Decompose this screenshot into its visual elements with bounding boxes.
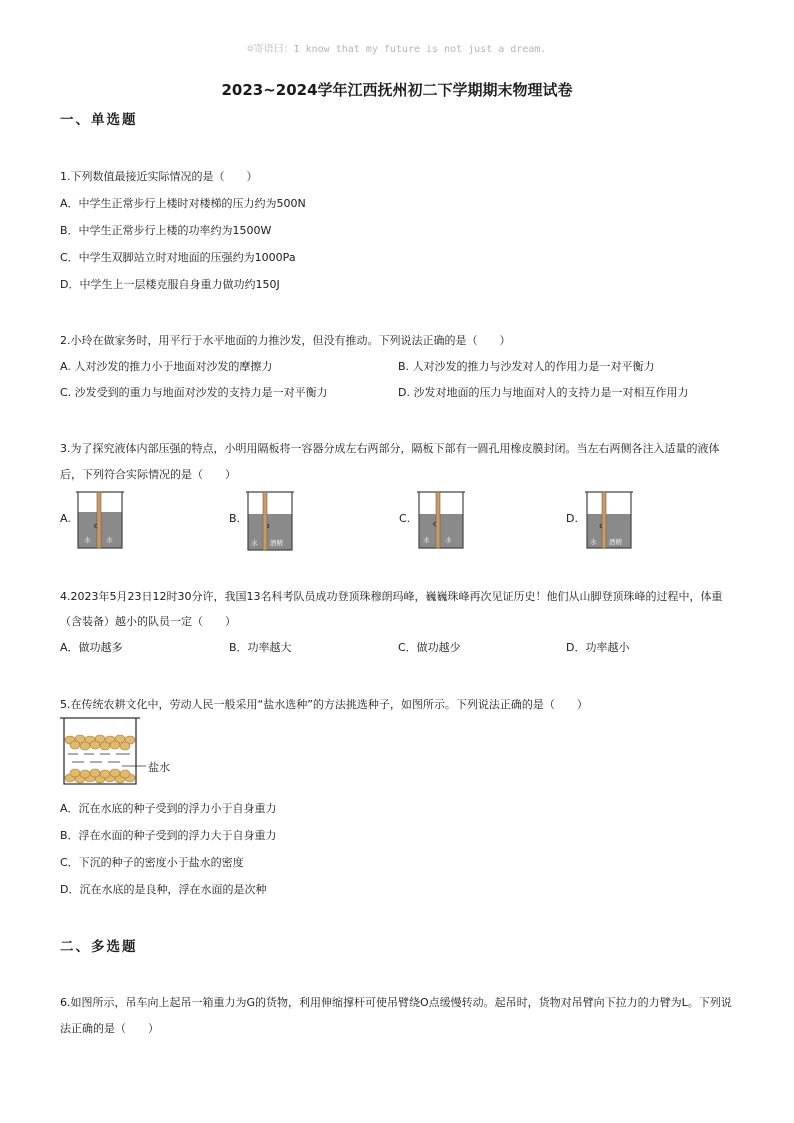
question-5-option-a: A．沉在水底的种子受到的浮力小于自身重力 [60, 802, 277, 815]
watermark: ☺寄语曰：I know that my future is not just a dream. [247, 44, 547, 55]
question-2-option-d: D. 沙发对地面的压力与地面对人的支持力是一对相互作用力 [398, 386, 689, 399]
question-3-stem-line-1: 3.为了探究液体内部压强的特点，小明用隔板将一容器分成左右两部分，隔板下部有一圆孔用橡皮膜封闭。当左右两侧各注入适量的液体 [60, 442, 720, 455]
question-4-option-a: A．做功越多 [60, 641, 123, 654]
section-heading-single-choice: 一、单选题 [60, 112, 138, 128]
liquid-label-right: 水 [106, 536, 113, 544]
page-title: 2023~2024学年江西抚州初二下学期期末物理试卷 [221, 81, 573, 99]
liquid-label-left: 水 [251, 539, 258, 547]
question-2-option-c: C. 沙发受到的重力与地面对沙发的支持力是一对平衡力 [60, 386, 328, 399]
question-6-stem-line-2: 法正确的是（ ） [60, 1022, 159, 1035]
question-3-option-b: B. [229, 512, 241, 525]
question-3-figure-d [585, 490, 633, 550]
question-2-stem: 2.小玲在做家务时，用平行于水平地面的力推沙发，但没有推动。下列说法正确的是（ ） [60, 334, 511, 347]
floating-seeds [65, 735, 135, 750]
question-4-option-c: C．做功越少 [398, 641, 461, 654]
question-3-figure-a [76, 490, 124, 550]
question-2-option-a: A. 人对沙发的推力小于地面对沙发的摩擦力 [60, 360, 273, 373]
question-3-option-d: D. [566, 512, 578, 525]
question-1-option-c: C．中学生双脚站立时对地面的压强约为1000Pa [60, 251, 296, 264]
question-3-figure-b [246, 490, 294, 552]
liquid-label-left: 水 [423, 536, 430, 544]
question-5-option-c: C．下沉的种子的密度小于盐水的密度 [60, 856, 244, 869]
question-1-option-a: A．中学生正常步行上楼时对楼梯的压力约为500N [60, 197, 306, 210]
question-1-option-b: B．中学生正常步行上楼的功率约为1500W [60, 224, 272, 237]
question-1-option-d: D．中学生上一层楼克服自身重力做功约150J [60, 278, 280, 291]
liquid-label-left: 水 [84, 536, 91, 544]
question-4-option-d: D．功率越小 [566, 641, 630, 654]
question-1-stem: 1.下列数值最接近实际情况的是（ ） [60, 170, 258, 183]
question-3-figure-c [417, 490, 465, 550]
question-5-option-b: B．浮在水面的种子受到的浮力大于自身重力 [60, 829, 277, 842]
liquid-label-right: 酒精 [270, 539, 283, 547]
question-3-option-c: C. [399, 512, 411, 525]
question-2-option-b: B. 人对沙发的推力与沙发对人的作用力是一对平衡力 [398, 360, 655, 373]
partition [97, 492, 101, 548]
liquid-label-right: 酒精 [609, 538, 622, 546]
water-lines [68, 754, 130, 762]
question-5-figure-salt-water-beaker [58, 714, 188, 788]
question-3-option-a: A. [60, 512, 71, 525]
question-5-option-d: D．沉在水底的是良种，浮在水面的是次种 [60, 883, 267, 896]
salt-water-label: 盐水 [148, 761, 170, 774]
question-6-stem-line-1: 6.如图所示，吊车向上起吊一箱重力为G的货物，利用伸缩撑杆可使吊臂绕O点缓慢转动。起吊时，货物对吊臂向下拉力的力臂为L。下列说 [60, 996, 732, 1009]
section-heading-multiple-choice: 二、多选题 [60, 939, 138, 955]
liquid-label-left: 水 [590, 538, 597, 546]
liquid-label-right: 水 [445, 536, 452, 544]
question-4-option-b: B．功率越大 [229, 641, 292, 654]
question-4-stem-line-2: （含装备）越小的队员一定（ ） [60, 615, 236, 628]
question-5-stem: 5.在传统农耕文化中，劳动人民一般采用“盐水选种”的方法挑选种子，如图所示。下列说法正确的是（ ） [60, 698, 588, 711]
question-4-stem-line-1: 4.2023年5月23日12时30分许，我国13名科考队员成功登顶珠穆朗玛峰，巍巍珠峰再次见证历史！他们从山脚登顶珠峰的过程中，体重 [60, 590, 723, 603]
sunken-seeds [65, 769, 135, 783]
question-3-stem-line-2: 后，下列符合实际情况的是（ ） [60, 468, 236, 481]
